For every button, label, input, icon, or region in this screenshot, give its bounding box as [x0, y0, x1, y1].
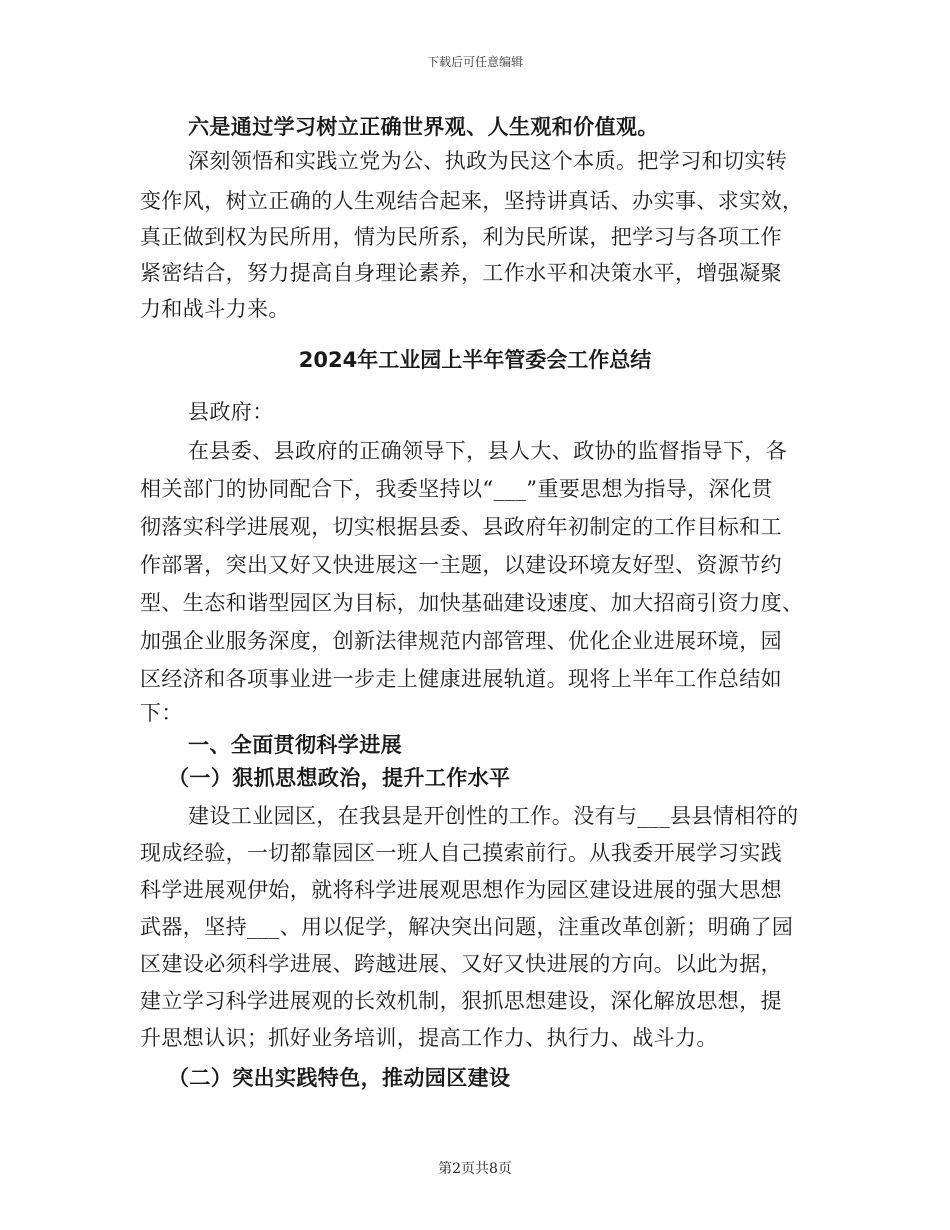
document-title: 2024年工业园上半年管委会工作总结 [298, 348, 652, 372]
subsection-one-heading: （一）狠抓思想政治，提升工作水平 [168, 766, 511, 790]
paragraph-line: 加强企业服务深度，创新法律规范内部管理、优化企业进展环境，园 [140, 629, 782, 653]
paragraph-line: 力和战斗力来。 [140, 297, 290, 321]
paragraph-line: 建设工业园区，在我县是开创性的工作。没有与___县县情相符的 [188, 804, 799, 828]
paragraph-line: 型、生态和谐型园区为目标，加快基础建设速度、加大招商引资力度、 [140, 591, 804, 615]
paragraph-line: 武器，坚持___、用以促学，解决突出问题，注重改革创新；明确了园 [140, 915, 794, 939]
paragraph-line: 下： [140, 701, 183, 725]
paragraph-line: 作部署，突出又好又快进展这一主题，以建设环境友好型、资源节约 [140, 553, 782, 577]
section-six-heading: 六是通过学习树立正确世界观、人生观和价值观。 [188, 115, 659, 139]
paragraph-line: 建立学习科学进展观的长效机制，狠抓思想建设，深化解放思想，提 [140, 989, 782, 1013]
paragraph-line: 真正做到权为民所用，情为民所系，利为民所谋，把学习与各项工作 [140, 225, 782, 249]
paragraph-line: 相关部门的协同配合下，我委坚持以“___”重要思想为指导，深化贯 [140, 477, 773, 501]
paragraph-line: 在县委、县政府的正确领导下，县人大、政协的监督指导下，各 [188, 439, 788, 463]
paragraph-line: 现成经验，一切都靠园区一班人自己摸索前行。从我委开展学习实践 [140, 841, 782, 865]
section-one-heading: 一、全面贯彻科学进展 [188, 733, 402, 757]
paragraph-line: 彻落实科学进展观，切实根据县委、县政府年初制定的工作目标和工 [140, 515, 782, 539]
paragraph-line: 升思想认识；抓好业务培训，提高工作力、执行力、战斗力。 [140, 1026, 718, 1050]
paragraph-line: 科学进展观伊始，就将科学进展观思想作为园区建设进展的强大思想 [140, 878, 782, 902]
paragraph-line: 变作风，树立正确的人生观结合起来，坚持讲真话、办实事、求实效， [140, 189, 804, 213]
subsection-two-heading: （二）突出实践特色，推动园区建设 [168, 1066, 511, 1090]
paragraph-line: 区建设必须科学进展、跨越进展、又好又快进展的方向。以此为据， [140, 952, 782, 976]
page-footer: 第2页共8页 [438, 1161, 512, 1177]
page-header: 下载后可任意编辑 [426, 55, 523, 69]
paragraph-line: 区经济和各项事业进一步走上健康进展轨道。现将上半年工作总结如 [140, 667, 782, 691]
paragraph-line: 紧密结合，努力提高自身理论素养，工作水平和决策水平，增强凝聚 [140, 261, 782, 285]
paragraph-line: 深刻领悟和实践立党为公、执政为民这个本质。把学习和切实转 [188, 149, 788, 173]
salutation: 县政府： [188, 400, 274, 424]
